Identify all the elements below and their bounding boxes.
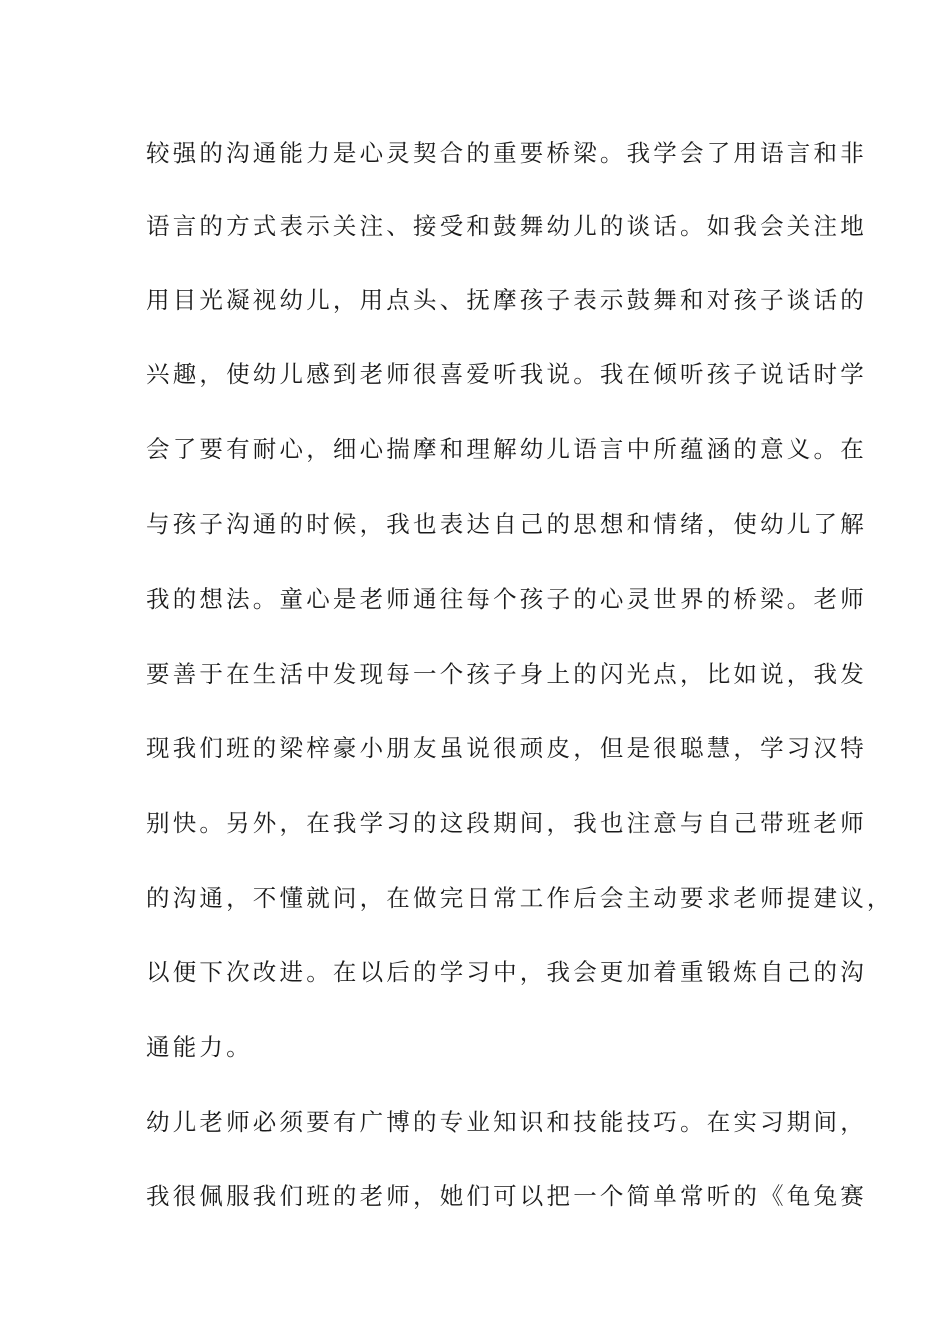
text-line: 用目光凝视幼儿，用点头、抚摩孩子表示鼓舞和对孩子谈话的: [146, 286, 867, 314]
text-line: 的沟通，不懂就问，在做完日常工作后会主动要求老师提建议，: [146, 884, 894, 912]
text-line: 与孩子沟通的时候，我也表达自己的思想和情绪，使幼儿了解: [146, 510, 867, 538]
text-line: 较强的沟通能力是心灵契合的重要桥梁。我学会了用语言和非: [146, 139, 867, 167]
text-line: 通能力。: [146, 1033, 253, 1061]
text-line: 别快。另外，在我学习的这段期间，我也注意与自己带班老师: [146, 809, 867, 837]
text-line: 现我们班的梁梓豪小朋友虽说很顽皮，但是很聪慧，学习汉特: [146, 734, 867, 762]
text-line: 幼儿老师必须要有广博的专业知识和技能技巧。在实习期间，: [146, 1108, 867, 1136]
text-line: 我很佩服我们班的老师，她们可以把一个简单常听的《龟兔赛: [146, 1182, 867, 1210]
text-line: 语言的方式表示关注、接受和鼓舞幼儿的谈话。如我会关注地: [146, 212, 867, 240]
text-line: 兴趣，使幼儿感到老师很喜爱听我说。我在倾听孩子说话时学: [146, 360, 867, 388]
text-line: 要善于在生活中发现每一个孩子身上的闪光点，比如说，我发: [146, 660, 867, 688]
text-line: 我的想法。童心是老师通往每个孩子的心灵世界的桥梁。老师: [146, 585, 867, 613]
text-line: 会了要有耐心，细心揣摩和理解幼儿语言中所蕴涵的意义。在: [146, 435, 867, 463]
text-line: 以便下次改进。在以后的学习中，我会更加着重锻炼自己的沟: [146, 958, 867, 986]
